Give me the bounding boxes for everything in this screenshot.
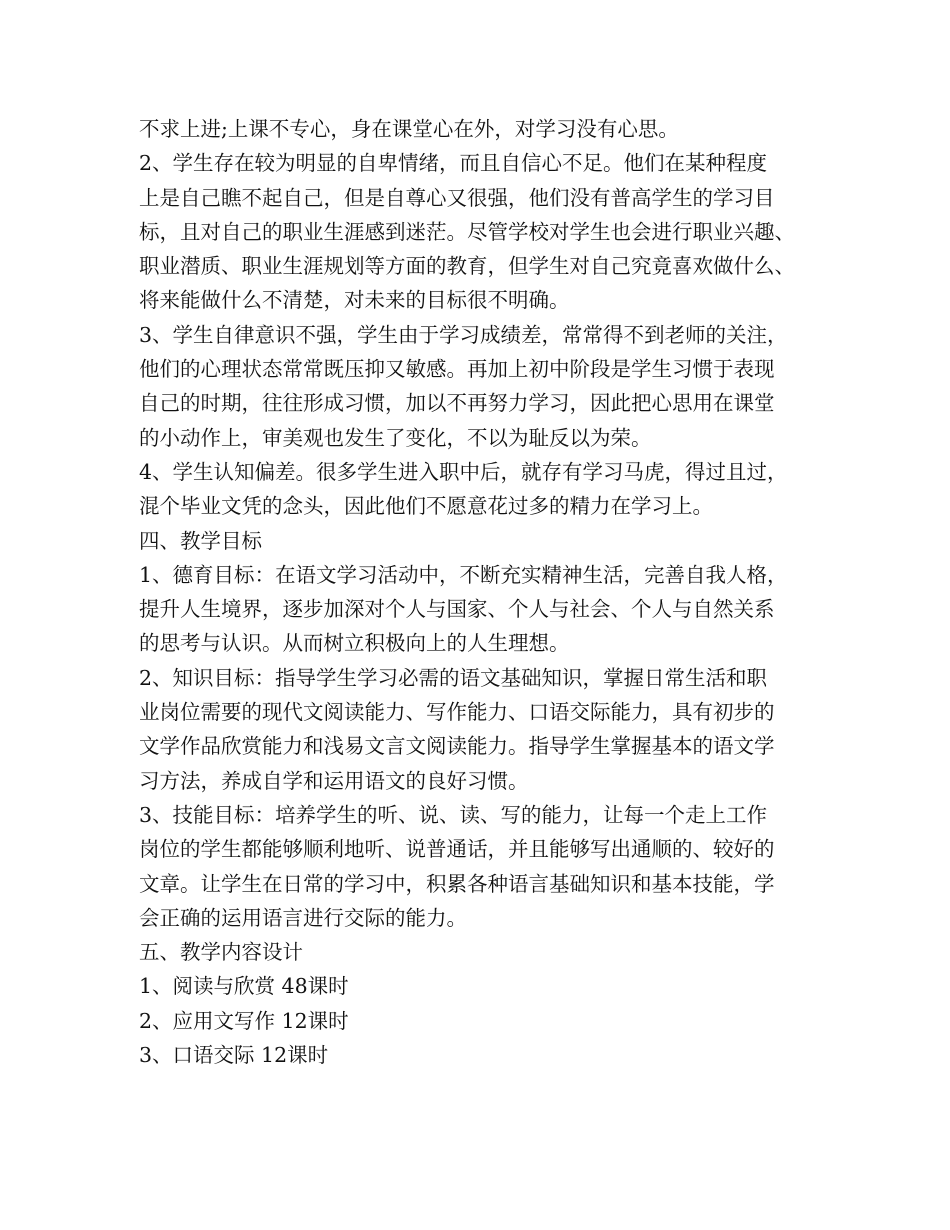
paragraph xyxy=(139,1004,839,1038)
paragraph xyxy=(139,146,839,317)
text-line: 标，且对自己的职业生涯感到迷茫。尽管学校对学生也会进行职业兴趣、 xyxy=(139,219,795,244)
text-line: 混个毕业文凭的念头，因此他们不愿意花过多的精力在学习上。 xyxy=(139,494,713,519)
paragraph xyxy=(139,798,839,935)
document-body xyxy=(139,112,839,1072)
text-line: 四、教学目标 xyxy=(139,528,262,553)
text-line: 习方法，养成自学和运用语文的良好习惯。 xyxy=(139,768,529,793)
text-line: 业岗位需要的现代文阅读能力、写作能力、口语交际能力，具有初步的 xyxy=(139,700,775,725)
paragraph xyxy=(139,524,839,558)
text-line: 提升人生境界，逐步加深对个人与国家、个人与社会、个人与自然关系 xyxy=(139,597,775,622)
text-line: 上是自己瞧不起自己，但是自尊心又很强，他们没有普高学生的学习目 xyxy=(139,185,775,210)
text-line: 3、口语交际 12课时 xyxy=(139,1043,329,1068)
text-line: 的思考与认识。从而树立积极向上的人生理想。 xyxy=(139,631,570,656)
text-line: 的小动作上，审美观也发生了变化，不以为耻反以为荣。 xyxy=(139,425,652,450)
paragraph xyxy=(139,455,839,524)
text-line: 自己的时期，往往形成习惯，加以不再努力学习，因此把心思用在课堂 xyxy=(139,391,775,416)
text-line: 3、学生自律意识不强，学生由于学习成绩差，常常得不到老师的关注， xyxy=(139,322,788,347)
text-line: 会正确的运用语言进行交际的能力。 xyxy=(139,905,467,930)
text-line: 1、阅读与欣赏 48课时 xyxy=(139,974,349,999)
paragraph xyxy=(139,318,839,455)
text-line: 将来能做什么不清楚，对未来的目标很不明确。 xyxy=(139,288,570,313)
text-line: 3、技能目标：培养学生的听、说、读、写的能力，让每一个走上工作 xyxy=(139,802,768,827)
text-line: 职业潜质、职业生涯规划等方面的教育，但学生对自己究竟喜欢做什么、 xyxy=(139,254,795,279)
paragraph xyxy=(139,112,839,146)
paragraph xyxy=(139,558,839,661)
text-line: 文章。让学生在日常的学习中，积累各种语言基础知识和基本技能，学 xyxy=(139,871,775,896)
text-line: 他们的心理状态常常既压抑又敏感。再加上初中阶段是学生习惯于表现 xyxy=(139,357,775,382)
text-line: 文学作品欣赏能力和浅易文言文阅读能力。指导学生掌握基本的语文学 xyxy=(139,734,775,759)
text-line: 2、学生存在较为明显的自卑情绪，而且自信心不足。他们在某种程度 xyxy=(139,151,768,176)
paragraph xyxy=(139,1038,839,1072)
text-line: 2、知识目标：指导学生学习必需的语文基础知识，掌握日常生活和职 xyxy=(139,665,768,690)
paragraph xyxy=(139,935,839,969)
text-line: 岗位的学生都能够顺利地听、说普通话，并且能够写出通顺的、较好的 xyxy=(139,837,775,862)
text-line: 五、教学内容设计 xyxy=(139,940,303,965)
paragraph xyxy=(139,969,839,1003)
text-line: 不求上进;上课不专心，身在课堂心在外，对学习没有心思。 xyxy=(139,117,679,141)
text-line: 1、德育目标：在语文学习活动中，不断充实精神生活，完善自我人格， xyxy=(139,562,788,587)
paragraph xyxy=(139,661,839,798)
text-line: 2、应用文写作 12课时 xyxy=(139,1008,349,1033)
text-line: 4、学生认知偏差。很多学生进入职中后，就存有学习马虎，得过且过， xyxy=(139,459,788,484)
